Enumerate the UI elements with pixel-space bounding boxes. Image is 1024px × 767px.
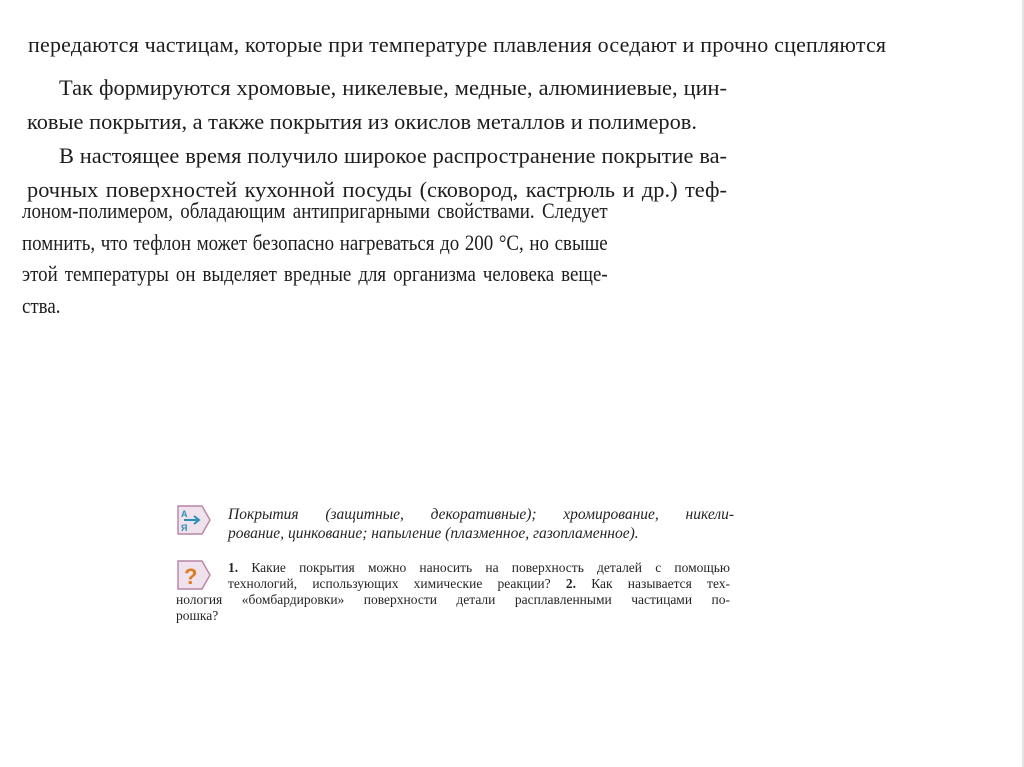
question-line-2 [176, 576, 730, 592]
key-terms-line-2: рование, цинкование; напыление (плазменное, газопламенное). [228, 525, 639, 542]
teflon-line-2: помнить, что тефлон может безопасно нагреваться до 200 °С, но свыше [22, 229, 608, 255]
question-2-text-start: Как называется тех- [591, 576, 731, 591]
glossary-icon-letter-bottom: Я [181, 523, 188, 533]
question-line-3: нология «бомбардировки» поверхности детали расплавленными частицами по- [176, 592, 730, 607]
question-1-text-end: технологий, использующих химические реакции? [228, 576, 551, 591]
glossary-icon [176, 505, 212, 535]
cropped-line-text: передаются частицам, которые при температуре плавления оседают и прочно сцепляются [28, 32, 887, 57]
paragraph-coatings-line-2: ковые покрытия, а также покрытия из окислов металлов и полимеров. [27, 109, 697, 134]
question-1-text-start: Какие покрытия можно наносить на поверхность деталей с помощью [251, 560, 731, 575]
question-icon-symbol: ? [184, 564, 198, 589]
teflon-line-4: ства. [22, 292, 61, 318]
questions-text [176, 560, 730, 624]
cropped-text-line [28, 32, 887, 68]
teflon-line-1: лоном-полимером, обладающим антипригарными свойствами. Следует [22, 198, 608, 223]
question-line-4: рошка? [176, 608, 219, 623]
key-terms-text [228, 505, 734, 543]
teflon-text-block [22, 195, 608, 321]
question-1-number: 1. [228, 560, 239, 575]
main-text-block [27, 71, 727, 207]
glossary-icon-letter-top: А [181, 509, 188, 519]
question-2-number: 2. [565, 576, 576, 591]
paragraph-cookware-line-1: В настоящее время получило широкое распространение покрытие ва- [59, 143, 727, 168]
key-terms-line-1: Покрытия (защитные, декоративные); хромирование, никели- [228, 506, 734, 523]
paragraph-cookware-line-2: рочных поверхностей кухонной посуды (сковород, кастрюль и др.) теф- [27, 177, 727, 202]
question-line-1 [176, 560, 730, 576]
paragraph-coatings-line-1: Так формируются хромовые, никелевые, медные, алюминиевые, цин- [59, 75, 727, 100]
teflon-line-3: этой температуры он выделяет вредные для организма человека веще- [22, 261, 608, 286]
